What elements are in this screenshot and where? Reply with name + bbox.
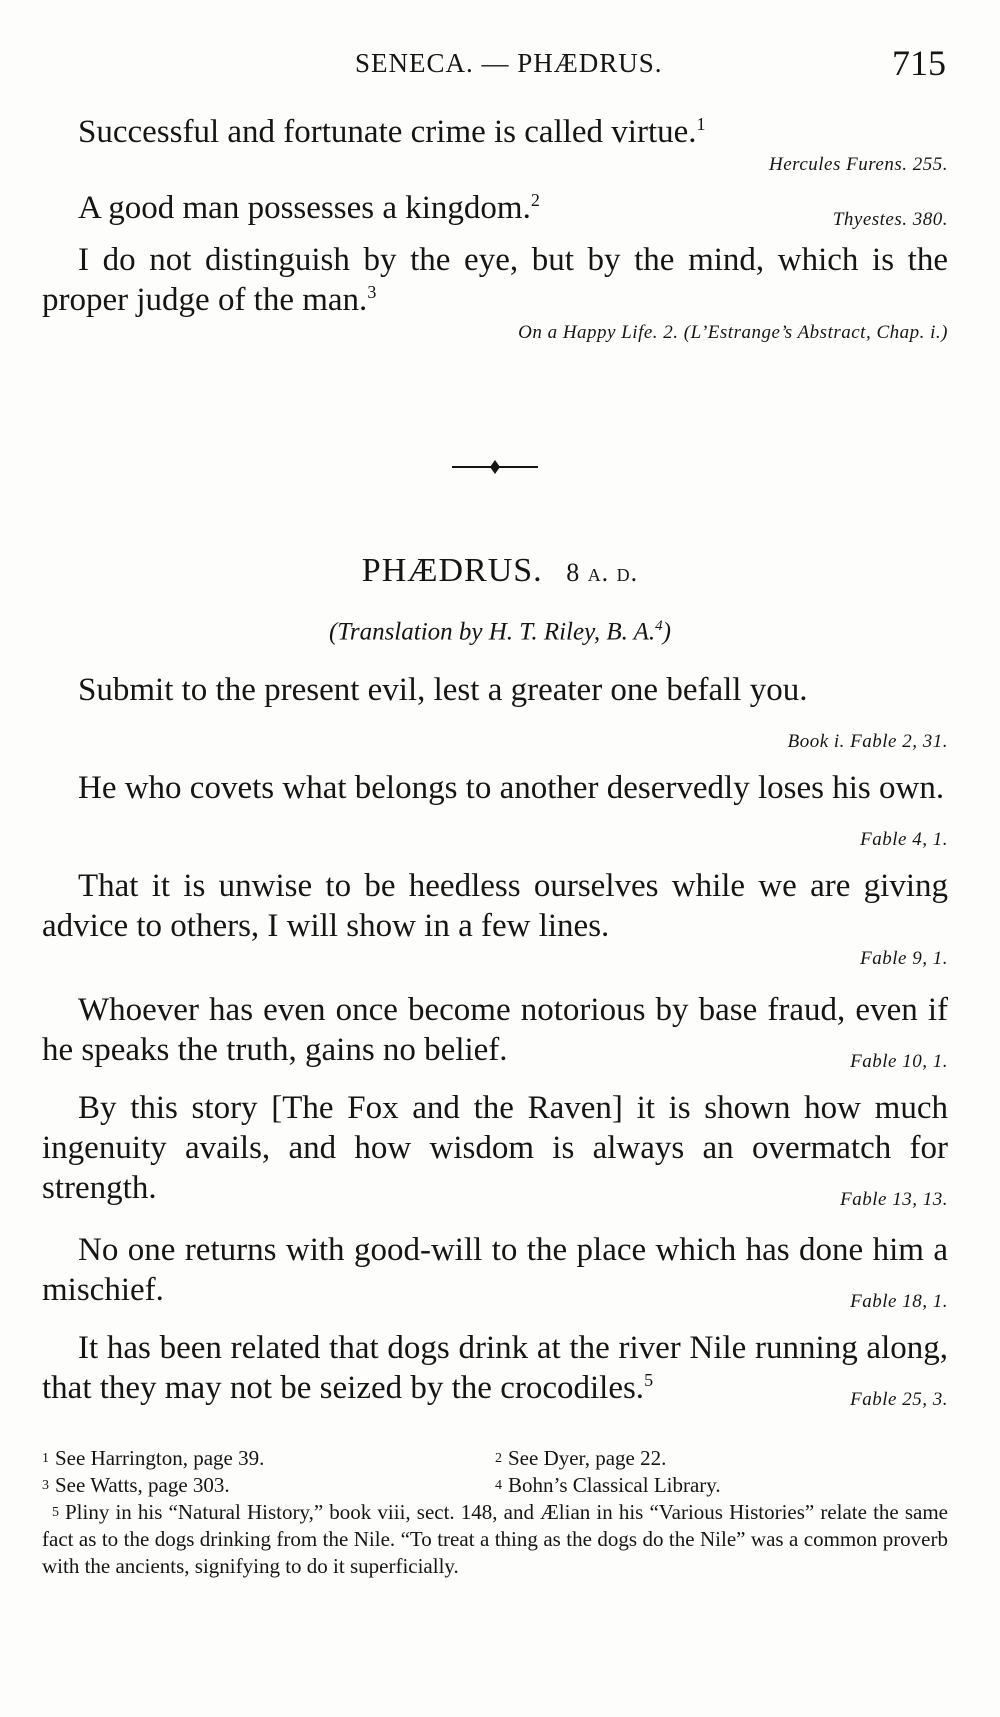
quote-text: I do not distinguish by the eye, but by the mind, which is the proper judge of the man.$^3$ <box>42 242 948 318</box>
footnote-4: $^4$ Bohn’s Classical Library. <box>495 1473 721 1497</box>
quote-citation: Fable 13, 13. <box>840 1189 948 1210</box>
footnote-1: $^1$ See Harrington, page 39. <box>42 1446 265 1470</box>
quote-citation: Fable 25, 3. <box>850 1389 948 1410</box>
footnote-ref: 4 <box>655 618 663 634</box>
quote-phaedrus-3 <box>42 866 948 972</box>
section-author: PHÆDRUS. <box>361 552 543 589</box>
footnote-row <box>42 1445 948 1472</box>
quote-text: No one returns with good-will to the place which has done him a mischief. Fable 18, 1. <box>42 1230 948 1310</box>
quote-phaedrus-5 <box>42 1088 948 1220</box>
quote-citation: Thyestes. 380. <box>832 209 948 230</box>
footnote-ref: 5 <box>644 1370 654 1390</box>
quote-phaedrus-7 <box>42 1328 948 1420</box>
quote-text: That it is unwise to be heedless ourselves while we are giving advice to others, I will show in a few lines. <box>42 868 948 944</box>
quote-phaedrus-1 <box>42 670 948 762</box>
footnote-ref: 3 <box>367 282 377 302</box>
quote-text: A good man possesses a kingdom.$^2$ Thyestes. 380. <box>42 188 948 228</box>
section-date: 8 a. d. <box>566 558 639 587</box>
quote-text: By this story [The Fox and the Raven] it is shown how much ingenuity avails, and how wisdom is always an overmatch for strength. Fable 13, 13. <box>42 1088 948 1208</box>
running-title: SENECA. — PHÆDRUS. <box>355 48 663 78</box>
quote-citation: Fable 9, 1. <box>860 948 948 969</box>
footnote-ref: 1 <box>696 114 706 134</box>
quote-seneca-1 <box>42 112 948 178</box>
quote-citation: Book i. Fable 2, 31. <box>787 731 948 752</box>
quote-seneca-2 <box>42 188 948 240</box>
quote-citation: Hercules Furens. 255. <box>768 154 948 175</box>
footnote-5: $^5$ Pliny in his “Natural History,” book viii, sect. 148, and Ælian in his “Various Histories” relate the same fact as to the dogs drinking from the Nile. “To treat a thing as the dogs do the Nile” was a common proverb with the ancients, signifying to do it superficially. <box>42 1500 948 1578</box>
quote-phaedrus-6 <box>42 1230 948 1322</box>
quote-citation: Fable 18, 1. <box>850 1291 948 1312</box>
quote-citation: Fable 10, 1. <box>850 1051 948 1072</box>
translation-credit: (Translation by H. T. Riley, B. A.$^4$) <box>329 618 671 646</box>
running-head <box>40 40 950 90</box>
quote-text: He who covets what belongs to another deservedly loses his own. Fable 4, 1. <box>42 768 948 808</box>
quote-citation: On a Happy Life. 2. (L’Estrange’s Abstract, Chap. i.) <box>518 322 948 343</box>
section-title <box>0 552 1000 590</box>
footnote-row <box>42 1472 948 1499</box>
quote-seneca-3 <box>42 240 948 346</box>
quote-text: Submit to the present evil, lest a greater one befall you. Book i. Fable 2, 31. <box>42 670 948 710</box>
footnote-3: $^3$ See Watts, page 303. <box>42 1473 230 1497</box>
quote-text: Successful and fortunate crime is called virtue.$^1$ <box>78 114 706 150</box>
footnotes <box>42 1445 948 1580</box>
quote-citation: Fable 4, 1. <box>860 829 948 850</box>
page-number: 715 <box>892 43 946 83</box>
quote-text: Whoever has even once become notorious by base fraud, even if he speaks the truth, gains no belief. Fable 10, 1. <box>42 990 948 1070</box>
quote-phaedrus-4 <box>42 990 948 1082</box>
quote-phaedrus-2 <box>42 768 948 860</box>
footnote-2: $^2$ See Dyer, page 22. <box>495 1446 667 1470</box>
footnote-ref: 2 <box>530 190 540 210</box>
quote-text: It has been related that dogs drink at the river Nile running along, that they may not be seized by the crocodiles.$^5$ Fable 25, 3. <box>42 1328 948 1408</box>
ornament-divider-icon <box>450 455 540 479</box>
